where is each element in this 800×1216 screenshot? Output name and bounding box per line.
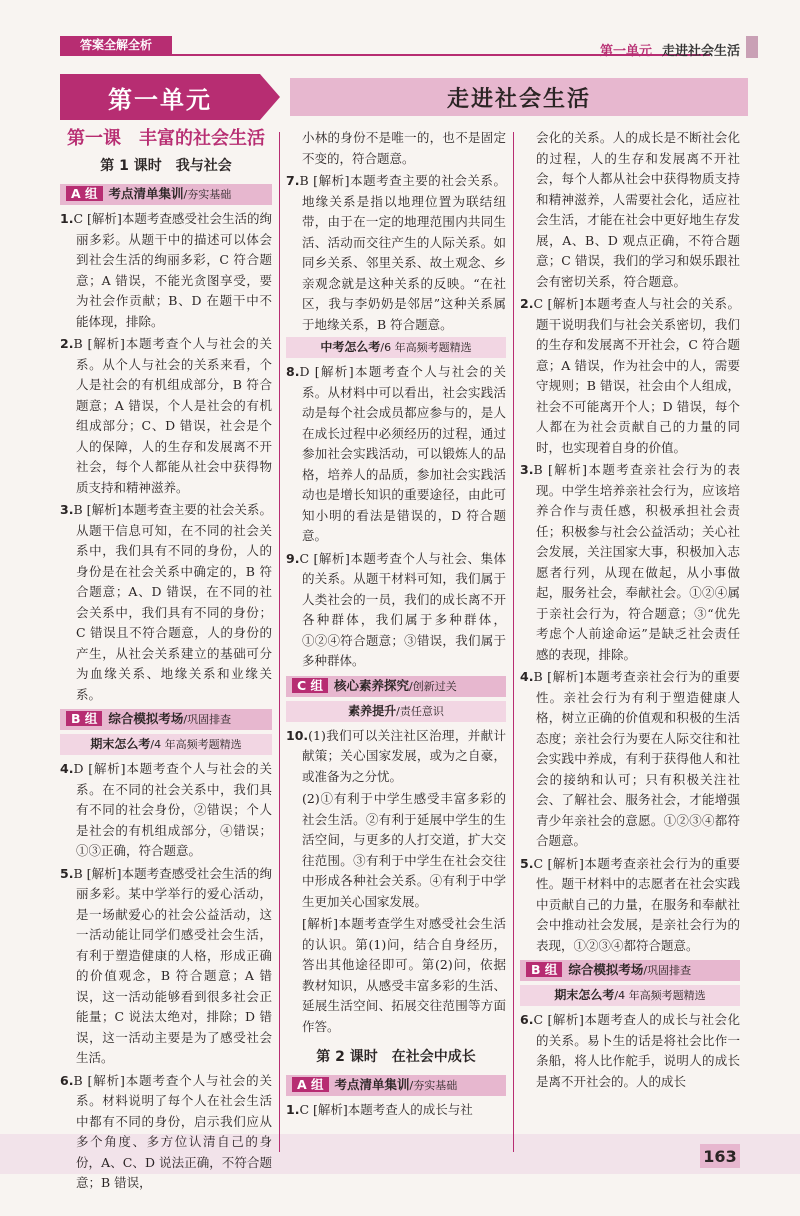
session-title: 第 1 课时 我与社会 bbox=[100, 158, 232, 174]
header-unit-title: 走进社会生活 bbox=[661, 44, 740, 59]
banner-arrow-icon bbox=[260, 74, 280, 120]
unit-banner bbox=[60, 74, 748, 120]
continued-text: 会化的关系。人的成长是不断社会化的过程，人的生存和发展离不开社会，每个人都从社会中获得物质支持和精神滋养，人需要社会化，适应社会生活，才能在社会中更好地生存发展，A、B、D 观点正确，不符合题意；C 错误，我们的学习和娱乐跟社会有密切关系，符合题意。 bbox=[536, 130, 740, 289]
group-a-label: A 组 考点清单集训/夯实基础 bbox=[60, 184, 272, 205]
group-b-label: B 组 综合模拟考场/巩固排查 bbox=[520, 960, 740, 981]
column-1 bbox=[60, 128, 272, 1196]
answer-item: 9.C [解析]本题考查个人与社会、集体的关系。从题干材料可知，我们属于人类社会的一员，我们的成长离不开各种群体，我们属于多种群体，①②④符合题意；③错误，我们属于多种群体。 bbox=[286, 550, 506, 668]
answer-item: 1.C [解析]本题考查感受社会生活的绚丽多彩。从题干中的描述可以体会到社会生活的绚丽多彩，C 符合题意；A 错误，不能光贪图享受，要为社会作贡献；B、D 在题干中不能体现，排除。 bbox=[60, 211, 272, 329]
answer-continued: (2)①有利于中学生感受丰富多彩的社会生活。②有利于延展中学生的生活空间，与更多的人打交道，扩大交往范围。③有利于中学生在社会交往中形成各种社会关系。④有利于中学生更加关心国家发展。 bbox=[302, 791, 506, 909]
header-unit: 第一单元 bbox=[599, 44, 652, 59]
header-tag: 答案全解全析 bbox=[60, 36, 172, 54]
subsection-label: 期末怎么考/4 年高频考题精选 bbox=[520, 985, 740, 1006]
answer-item: 8.D [解析]本题考查个人与社会的关系。从材料中可以看出，社会实践活动是每个社会成员都应参与的，是人在成长过程中必须经历的过程，通过参加社会实践活动，可以锻炼人的品格，培养人的品质，参加社会实践活动也是增长知识的重要途径，由此可知小明的看法是错误的，D 符合题意。 bbox=[286, 364, 506, 543]
subsection-label: 期末怎么考/4 年高频考题精选 bbox=[60, 734, 272, 755]
answer-item: 2.C [解析]本题考查人与社会的关系。题干说明我们与社会关系密切，我们的生存和发展离不开社会，C 符合题意；A 错误，作为社会中的人，需要守规则；B 错误，社会由个人组成，社会不可能离开个人；D 错误，每个人都在为社会贡献自己的力量的同时，也实现着自身的价值。 bbox=[520, 296, 740, 455]
column-3 bbox=[520, 128, 740, 1094]
answer-item: 4.B [解析]本题考查亲社会行为的重要性。亲社会行为有利于塑造健康人格，树立正确的价值观和积极的生活态度；亲社会行为要在人际交往和社会实践中养成，有利于获得他人和社会的接纳和认可；只有积极关注社会、了解社会、服务社会，才能增强青少年亲社会的意愿。①②③④都符合题意。 bbox=[520, 669, 740, 848]
group-c-label: C 组 核心素养探究/创新过关 bbox=[286, 676, 506, 697]
answer-item: 7.B [解析]本题考查主要的社会关系。地缘关系是指以地理位置为联结纽带，由于在一定的地理范围内共同生活、活动而交往产生的人际关系。如同乡关系、邻里关系、故土观念、乡亲观念就是这种关系的反映。“在社区，我与李奶奶是邻居”这种关系属于地缘关系，B 符合题意。 bbox=[286, 173, 506, 332]
lesson-title: 第一课 丰富的社会生活 bbox=[67, 128, 265, 149]
column-divider bbox=[513, 132, 514, 1152]
subsection-label: 中考怎么考/6 年高频考题精选 bbox=[286, 337, 506, 358]
group-a-label: A 组 考点清单集训/夯实基础 bbox=[286, 1075, 506, 1096]
answer-analysis: [解析]本题考查学生对感受社会生活的认识。第(1)问，结合自身经历，答出其他途径即可。第(2)问，依据教材知识，从感受丰富多彩的生活、延展生活空间、拓展交往范围等方面作答。 bbox=[302, 916, 506, 1034]
answer-item: 5.C [解析]本题考查亲社会行为的重要性。题干材料中的志愿者在社会实践中贡献自己的力量，在服务和奉献社会中推动社会发展，是亲社会行为的表现，①②③④都符合题意。 bbox=[520, 855, 740, 953]
answer-item: 1.C [解析]本题考查人的成长与社 bbox=[286, 1102, 473, 1117]
answer-item: 2.B [解析]本题考查个人与社会的关系。从个人与社会的关系来看，个人是社会的有机组成部分，B 符合题意；A 错误，个人是社会的有机组成部分；C、D 错误，社会是个人的保障，人的生存和发展离不开社会，每个人都能从社会中获得物质支持和精神滋养。 bbox=[60, 336, 272, 495]
group-b-label: B 组 综合模拟考场/巩固排查 bbox=[60, 709, 272, 730]
answer-item: 6.B [解析]本题考查个人与社会的关系。材料说明了每个人在社会生活中都有不同的身份，启示我们应从多个角度、多方位认清自己的身份，A、C、D 说法正确，不符合题意；B 错误， bbox=[60, 1072, 272, 1190]
subsection-label: 素养提升/责任意识 bbox=[286, 701, 506, 722]
continued-text: 小林的身份不是唯一的，也不是固定不变的，符合题意。 bbox=[302, 130, 506, 166]
answer-item: 4.D [解析]本题考查个人与社会的关系。在不同的社会关系中，我们具有不同的社会身份，②错误；个人是社会的有机组成部分，④错误；①③正确，符合题意。 bbox=[60, 761, 272, 858]
header-accent-bar bbox=[746, 36, 758, 58]
session-title: 第 2 课时 在社会中成长 bbox=[316, 1049, 476, 1065]
answer-item: 5.B [解析]本题考查感受社会生活的绚丽多彩。某中学举行的爱心活动，是一场献爱心的社会公益活动，这一活动能让同学们感受社会生活，有利于塑造健康的人格，形成正确的价值观念，B 符合题意；A 错误，这一活动能够看到很多社会正能量；C 说法太绝对，排除；D 错误，这一活动主要是为了感受社会生活。 bbox=[60, 865, 272, 1065]
column-divider bbox=[279, 132, 280, 1152]
running-header bbox=[600, 40, 740, 59]
banner-unit-label: 第一单元 bbox=[60, 74, 260, 120]
answer-item: 3.B [解析]本题考查主要的社会关系。从题干信息可知，在不同的社会关系中，我们具有不同的身份，人的身份是在社会关系中确定的，B 符合题意；A、D 错误，在不同的社会关系中，我们具有不同的身份；C 错误且不符合题意，人的身份的产生，从社会关系建立的基础可分为血缘关系、地缘关系和业缘关系。 bbox=[60, 502, 272, 702]
answer-item: 10.(1)我们可以关注社区治理，并献计献策；关心国家发展，或为之自豪，或准备为之分忧。 bbox=[286, 727, 506, 784]
page-number: 163 bbox=[700, 1144, 740, 1168]
column-2 bbox=[286, 128, 506, 1123]
answer-item: 6.C [解析]本题考查人的成长与社会化的关系。易卜生的话是将社会比作一条船，将人比作舵手，说明人的成长是离不开社会的。人的成长 bbox=[520, 1012, 740, 1089]
banner-unit-title: 走进社会生活 bbox=[290, 78, 748, 116]
answer-item: 3.B [解析]本题考查亲社会行为的表现。中学生培养亲社会行为，应该培养合作与责任感，积极承担社会责任；积极参与社会公益活动；关心社会发展，关注国家大事，积极加入志愿者行列，从现在做起，从小事做起，服务社会，奉献社会。①②④属于亲社会行为，符合题意；③“优先考虑个人前途命运”是缺乏社会责任感的表现，排除。 bbox=[520, 462, 740, 662]
